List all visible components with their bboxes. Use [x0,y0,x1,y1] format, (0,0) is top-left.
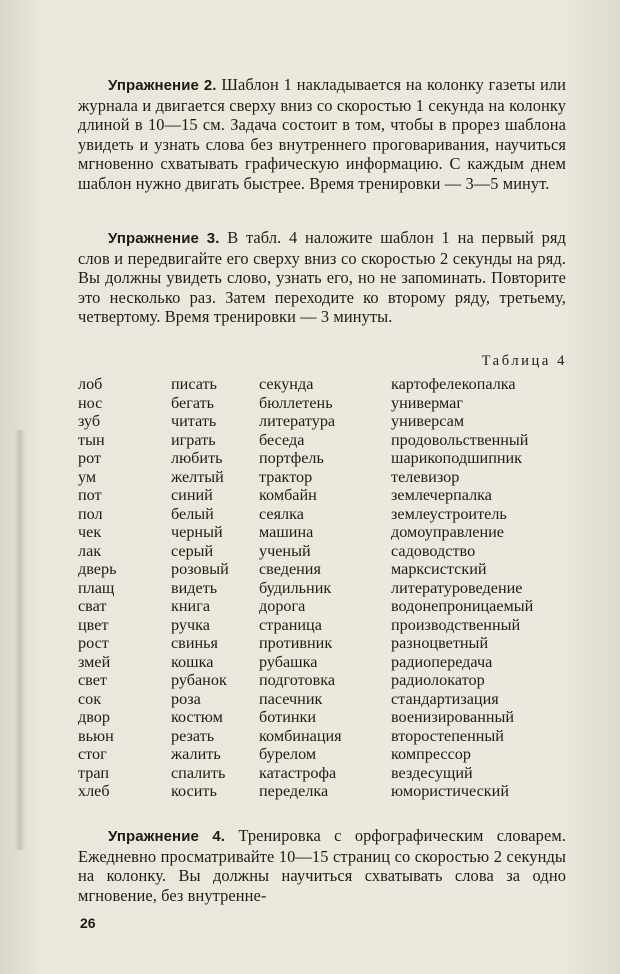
table-row [78,486,578,505]
table-cell: черный [171,523,223,541]
table-cell: резать [171,726,215,745]
table-cell: тын [78,430,105,449]
table-cell: компрессор [391,745,471,763]
exercise-2-paragraph [78,75,566,194]
table-row [78,597,578,616]
table-cell: свинья [171,634,218,652]
table-cell: костюм [171,708,223,726]
table-cell: синий [171,486,213,504]
table-cell: юмористический [391,782,509,800]
table-cell: сок [78,689,102,708]
table-cell: лак [78,541,102,560]
table-cell: садоводство [391,541,476,560]
exercise-3-text: В табл. 4 наложите шаблон 1 на первый ряд слов и передвигайте его сверху вниз со скоростью 2 секунды на ряд. Вы должны увидеть слово, узнать его, но не запоминать. Повторите это несколько раз. Затем переходите ко второму ряду, третьему, четвертому. Время тренировки — 3 минуты. [78,228,566,327]
table-cell: дверь [78,560,117,578]
table-cell: зуб [78,412,101,430]
table-row [78,727,578,746]
table-cell: сеялка [259,504,304,523]
table-cell: стог [78,745,107,763]
table-cell: трап [78,763,109,782]
table-cell: плащ [78,578,115,597]
page-number: 26 [80,915,96,931]
table-cell: домоуправление [391,523,504,541]
table-cell: радиолокатор [391,671,485,689]
table-cell: пот [78,486,102,504]
table-cell: рубашка [259,652,318,671]
table-cell: писать [171,375,217,393]
table-cell: двор [78,708,110,726]
table-row [78,505,578,524]
table-cell: сведения [259,560,321,578]
table-cell: чек [78,523,102,541]
table-cell: нос [78,393,103,412]
table-row [78,375,578,394]
table-cell: дорога [259,597,306,615]
table-cell: бюллетень [259,393,333,412]
table-cell: стандартизация [391,689,499,708]
word-table [78,375,578,801]
table-row [78,634,578,653]
table-cell: страница [259,615,322,634]
table-cell: кошка [171,652,214,671]
table-row [78,542,578,561]
table-row [78,616,578,635]
table-cell: свет [78,671,107,689]
table-cell: ум [78,467,97,486]
table-cell: беседа [259,430,305,449]
page-shadow [14,430,26,850]
table-cell: спалить [171,763,226,782]
table-row [78,523,578,542]
table-cell: книга [171,597,211,615]
table-cell: шарикоподшипник [391,449,523,467]
table-cell: сват [78,597,107,615]
table-cell: радиопередача [391,652,493,671]
table-cell: косить [171,782,217,800]
table-cell: марксистский [391,560,487,578]
table-cell: серый [171,541,214,560]
table-cell: землечерпалка [391,486,492,504]
table-cell: лоб [78,375,103,393]
table-row [78,782,578,801]
table-cell: роза [171,689,201,708]
table-row [78,653,578,672]
table-cell: играть [171,430,216,449]
table-cell: водонепроницаемый [391,597,534,615]
table-cell: ручка [171,615,210,634]
table-cell: розовый [171,560,229,578]
table-cell: любить [171,449,223,467]
table-cell: пол [78,504,103,523]
table-cell: пасечник [259,689,323,708]
table-cell: бегать [171,393,215,412]
table-cell: переделка [259,782,329,800]
table-cell: хлеб [78,782,110,800]
exercise-2-text: Шаблон 1 накладывается на колонку газеты или журнала и двигается сверху вниз со скоростью 1 секунда на колонку длиной в 10—15 см. Задача состоит в том, чтобы в прорез шаблона увидеть и узнать слова без внутреннего проговаривания, научиться мгновенно схватывать графическую информацию. С каждым днем шаблон нужно двигать быстрее. Время тренировки — 3—5 минут. [78,75,567,193]
table-cell: секунда [259,375,314,393]
table-cell: землеустроитель [391,504,507,523]
exercise-2-heading: Упражнение 2. [108,77,217,94]
table-cell: катастрофа [259,763,337,782]
table-row [78,579,578,598]
table-cell: производственный [391,615,521,634]
exercise-4-paragraph [78,826,566,905]
table-cell: комбинация [259,726,342,745]
table-row [78,449,578,468]
table-cell: ученый [259,541,311,560]
table-cell: змей [78,652,111,671]
table-cell: литература [259,412,336,430]
table-cell: будильник [259,578,332,597]
table-cell: трактор [259,467,313,486]
table-cell: читать [171,412,217,430]
table-row [78,764,578,783]
table-row [78,412,578,431]
exercise-4-text: Тренировка с орфографическим словарем. Ежедневно просматривайте 10—15 страниц со скоростью 2 секунды на колонку. Вы должны научиться схватывать слова за одно мгновение, без внутренне- [78,826,566,905]
exercise-4-heading: Упражнение 4. [108,828,226,845]
table-cell: продовольственный [391,430,529,449]
exercise-3-paragraph [78,228,566,327]
table-cell: разноцветный [391,634,489,652]
table-row [78,468,578,487]
table-cell: вьюн [78,726,114,745]
table-cell: вездесущий [391,763,473,782]
table-cell: машина [259,523,314,541]
table-row [78,690,578,709]
table-cell: жалить [171,745,221,763]
table-cell: белый [171,504,214,523]
table-cell: рубанок [171,671,227,689]
table-cell: портфель [259,449,324,467]
table-cell: второстепенный [391,726,504,745]
table-cell: желтый [171,467,224,486]
table-cell: рот [78,449,102,467]
table-cell: ботинки [259,708,317,726]
table-cell: комбайн [259,486,317,504]
table-cell: противник [259,634,333,652]
table-row [78,560,578,579]
table-cell: видеть [171,578,218,597]
table-cell: подготовка [259,671,336,689]
table-cell: литературоведение [391,578,523,597]
table-cell: рост [78,634,109,652]
table-cell: бурелом [259,745,317,763]
exercise-3-heading: Упражнение 3. [108,230,220,247]
table-cell: универсам [391,412,465,430]
table-cell: универмаг [391,393,463,412]
table-row [78,745,578,764]
table-cell: цвет [78,615,109,634]
table-caption: Таблица 4 [481,353,567,369]
table-row [78,394,578,413]
table-row [78,671,578,690]
table-row [78,708,578,727]
table-cell: картофелекопалка [391,375,516,393]
table-cell: военизированный [391,708,515,726]
table-row [78,431,578,450]
table-cell: телевизор [391,467,460,486]
